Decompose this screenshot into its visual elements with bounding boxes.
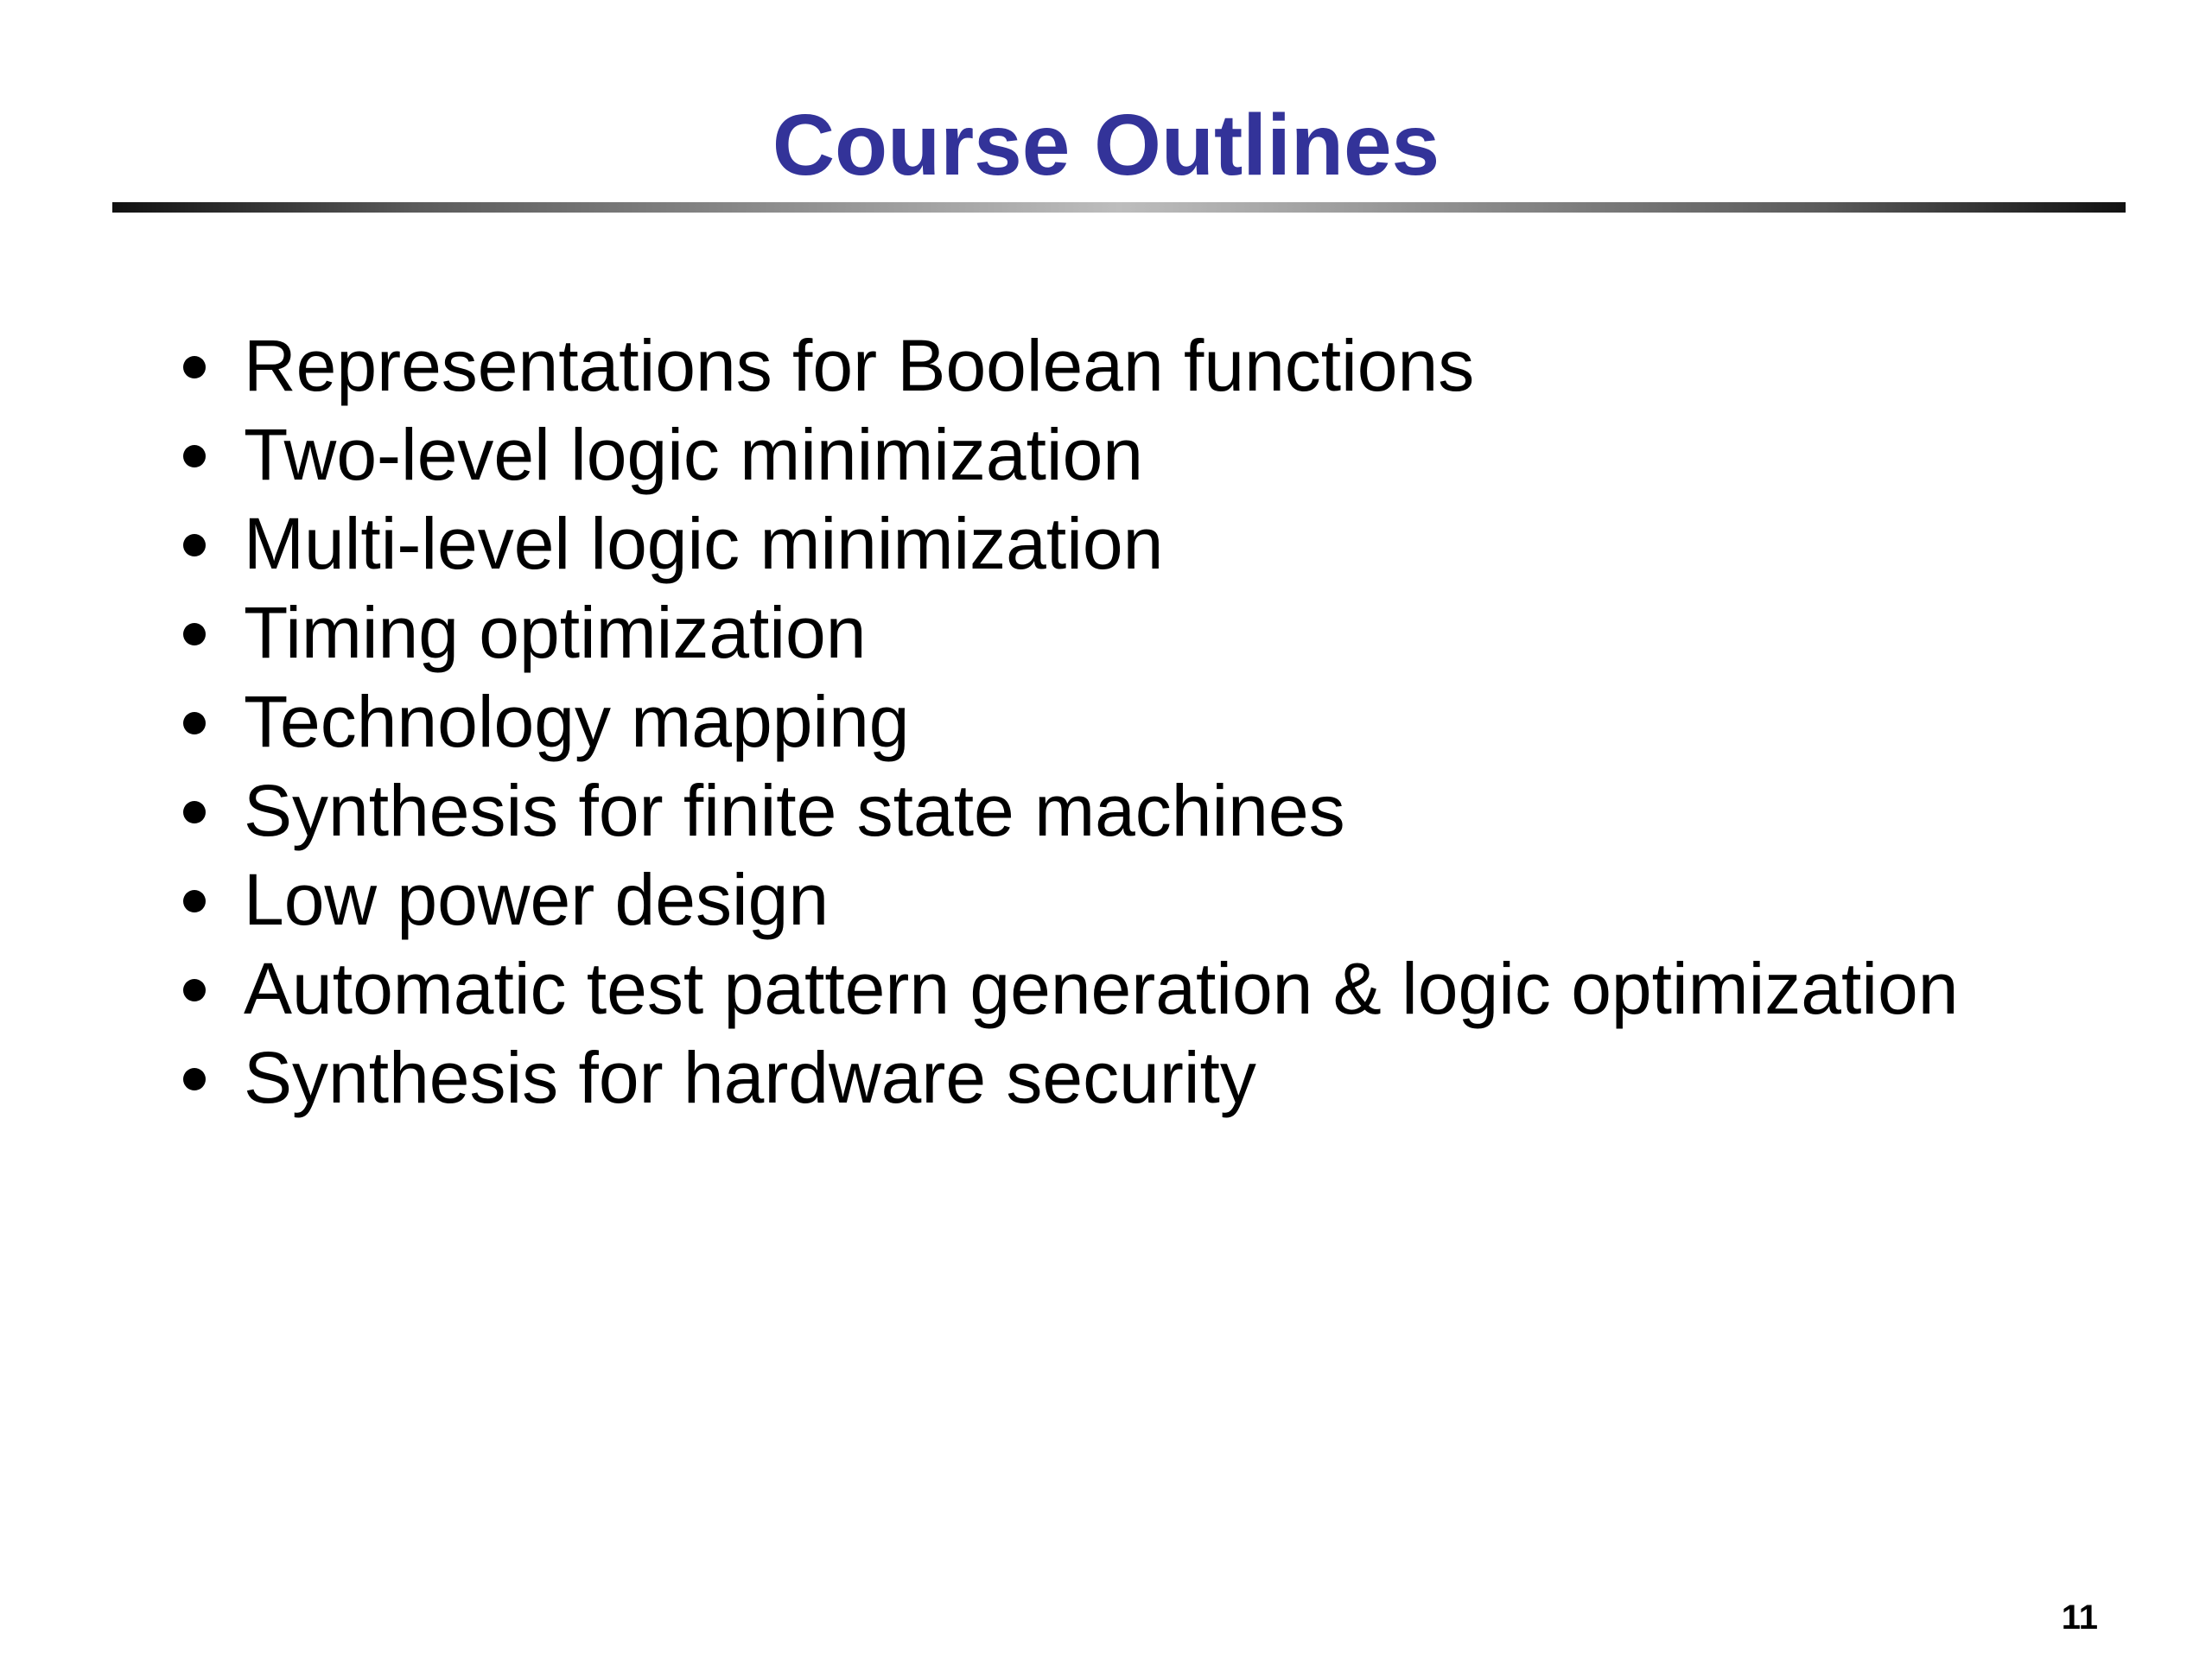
bullet-icon — [183, 1068, 206, 1090]
bullet-icon — [183, 979, 206, 1001]
list-item — [173, 410, 1958, 499]
title-divider — [112, 202, 2126, 213]
list-item-text: Timing optimization — [244, 592, 867, 673]
list-item-text: Synthesis for finite state machines — [244, 770, 1345, 851]
list-item — [173, 766, 1958, 855]
list-item — [173, 499, 1958, 588]
bullet-icon — [183, 712, 206, 734]
list-item — [173, 677, 1958, 766]
list-item-text: Two-level logic minimization — [244, 414, 1144, 495]
bullet-icon — [183, 534, 206, 556]
slide-title: Course Outlines — [772, 97, 1440, 194]
bullet-list — [173, 321, 1958, 1122]
bullet-icon — [183, 445, 206, 467]
list-item — [173, 855, 1958, 944]
list-item-text: Multi-level logic minimization — [244, 503, 1164, 584]
list-item-text: Automatic test pattern generation & logic optimization — [244, 948, 1959, 1029]
list-item-text: Representations for Boolean functions — [244, 325, 1475, 406]
bullet-icon — [183, 356, 206, 378]
list-item-text: Technology mapping — [244, 681, 910, 762]
bullet-icon — [183, 801, 206, 823]
list-item — [173, 944, 1958, 1033]
bullet-icon — [183, 890, 206, 912]
list-item — [173, 1033, 1958, 1122]
bullet-icon — [183, 623, 206, 645]
page-number: 11 — [2061, 1599, 2098, 1637]
list-item-text: Synthesis for hardware security — [244, 1037, 1256, 1118]
list-item — [173, 321, 1958, 410]
list-item — [173, 588, 1958, 677]
list-item-text: Low power design — [244, 859, 830, 940]
